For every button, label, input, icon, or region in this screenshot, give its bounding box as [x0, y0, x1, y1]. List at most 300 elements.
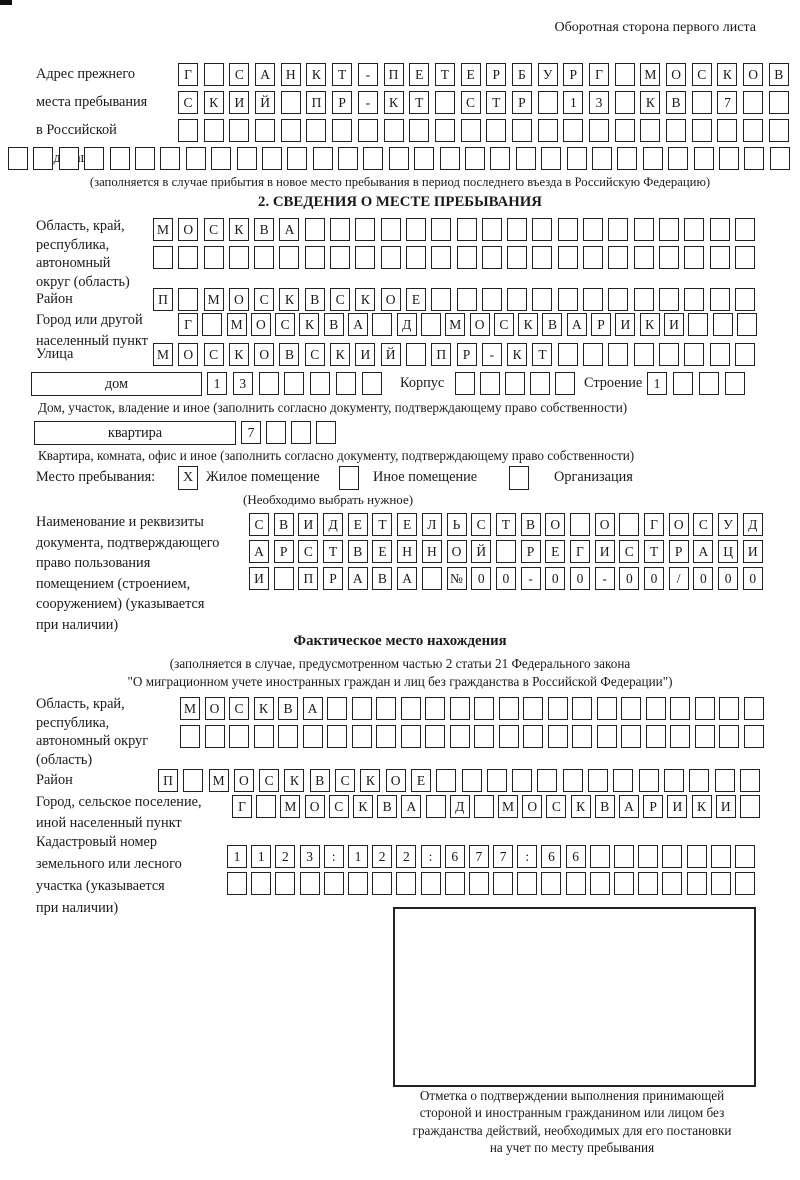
char-cell	[694, 147, 714, 170]
char-cell	[613, 769, 633, 792]
char-cell	[615, 91, 635, 114]
char-cell	[532, 218, 552, 241]
char-cell	[229, 246, 249, 269]
char-cell	[695, 697, 715, 720]
actual-location-intro	[0, 655, 800, 690]
char-cell	[523, 697, 543, 720]
char-cell: П	[298, 567, 318, 590]
char-cell: №	[447, 567, 467, 590]
char-cell: С	[178, 91, 198, 114]
confirmation-stamp-box	[393, 907, 756, 1087]
char-cell: Г	[232, 795, 252, 818]
char-cell: М	[280, 795, 300, 818]
label-line: на учет по месту пребывания	[489, 1140, 655, 1156]
char-cell: С	[619, 540, 639, 563]
char-cell: 0	[570, 567, 590, 590]
doc-row-1	[249, 513, 763, 536]
char-cell	[186, 147, 206, 170]
char-cell	[558, 343, 578, 366]
char-cell: С	[204, 343, 224, 366]
char-cell: И	[595, 540, 615, 563]
char-cell: А	[397, 567, 417, 590]
char-cell: О	[251, 313, 271, 336]
doc-row-3	[249, 567, 763, 590]
oblast-row-1	[153, 218, 755, 241]
char-cell: Т	[332, 63, 352, 86]
stroenie-row	[647, 372, 745, 395]
char-cell: П	[431, 343, 451, 366]
char-cell: Д	[323, 513, 343, 536]
char-cell	[178, 119, 198, 142]
char-cell	[523, 725, 543, 748]
char-cell	[457, 218, 477, 241]
char-cell	[305, 246, 325, 269]
label-line: иной населенный пункт	[36, 814, 182, 831]
char-cell	[662, 872, 682, 895]
checkbox-organizaciya	[509, 466, 529, 490]
label-line: гражданства действий, необходимых для его постановки	[412, 1122, 732, 1138]
char-cell: Т	[496, 513, 516, 536]
char-cell	[376, 725, 396, 748]
char-cell	[421, 313, 441, 336]
char-cell	[348, 872, 368, 895]
char-cell	[275, 872, 295, 895]
street-row	[153, 343, 755, 366]
char-cell	[614, 872, 634, 895]
char-cell	[638, 872, 658, 895]
char-cell	[608, 288, 628, 311]
char-cell	[316, 421, 336, 444]
char-cell	[619, 513, 639, 536]
char-cell	[530, 372, 550, 395]
char-cell: О	[522, 795, 542, 818]
char-cell: -	[482, 343, 502, 366]
char-cell	[710, 288, 730, 311]
char-cell: К	[254, 697, 274, 720]
char-cell: 0	[644, 567, 664, 590]
scan-artifact	[0, 0, 12, 5]
char-cell: Р	[457, 343, 477, 366]
char-cell: Б	[512, 63, 532, 86]
char-cell: Н	[281, 63, 301, 86]
char-cell	[406, 246, 426, 269]
char-cell: Т	[486, 91, 506, 114]
char-cell: К	[229, 343, 249, 366]
char-cell	[744, 697, 764, 720]
char-cell: И	[716, 795, 736, 818]
char-cell	[621, 725, 641, 748]
char-cell: О	[595, 513, 615, 536]
char-cell	[254, 246, 274, 269]
char-cell	[634, 246, 654, 269]
char-cell: 7	[493, 845, 513, 868]
char-cell: 1	[647, 372, 667, 395]
label-line: республика,	[36, 236, 110, 253]
char-cell: А	[255, 63, 275, 86]
char-cell	[563, 119, 583, 142]
label-line: "О миграционном учете иностранных граждан и лиц без гражданства в Российской Федерации")	[127, 673, 673, 689]
page-header-note: Оборотная сторона первого листа	[554, 20, 756, 35]
char-cell: М	[153, 218, 173, 241]
char-cell: О	[470, 313, 490, 336]
char-cell	[662, 845, 682, 868]
char-cell: 0	[496, 567, 516, 590]
char-cell: К	[518, 313, 538, 336]
char-cell	[621, 697, 641, 720]
char-cell: 1	[227, 845, 247, 868]
char-cell	[313, 147, 333, 170]
char-cell: Н	[422, 540, 442, 563]
char-cell	[259, 372, 279, 395]
char-cell	[684, 246, 704, 269]
char-cell	[431, 288, 451, 311]
char-cell: И	[667, 795, 687, 818]
char-cell	[490, 147, 510, 170]
char-cell	[555, 372, 575, 395]
label-line: сооружением) (указывается	[36, 596, 205, 612]
char-cell	[409, 119, 429, 142]
char-cell	[710, 218, 730, 241]
char-cell	[710, 343, 730, 366]
char-cell	[363, 147, 383, 170]
char-cell: К	[507, 343, 527, 366]
char-cell	[336, 372, 356, 395]
char-cell: Т	[323, 540, 343, 563]
char-cell	[445, 872, 465, 895]
place-type-label: Место пребывания:	[36, 469, 156, 485]
char-cell	[211, 147, 231, 170]
prev-address-row-4	[8, 147, 790, 170]
char-cell: 0	[545, 567, 565, 590]
city-label	[36, 310, 148, 351]
char-cell	[327, 697, 347, 720]
char-cell	[435, 91, 455, 114]
char-cell	[615, 63, 635, 86]
char-cell	[537, 769, 557, 792]
char-cell	[638, 845, 658, 868]
char-cell	[406, 343, 426, 366]
char-cell	[597, 725, 617, 748]
char-cell	[589, 119, 609, 142]
char-cell	[719, 725, 739, 748]
char-cell	[541, 147, 561, 170]
doc-row-2	[249, 540, 763, 563]
oblast-label	[36, 217, 130, 291]
char-cell	[303, 725, 323, 748]
char-cell: -	[595, 567, 615, 590]
char-cell	[262, 147, 282, 170]
char-cell	[532, 246, 552, 269]
char-cell	[474, 697, 494, 720]
char-cell	[688, 313, 708, 336]
char-cell: 1	[251, 845, 271, 868]
char-cell	[769, 91, 789, 114]
char-cell	[396, 872, 416, 895]
char-cell	[744, 147, 764, 170]
actual-oblast-row-1	[180, 697, 764, 720]
char-cell	[291, 421, 311, 444]
label-line: Город, сельское поселение,	[36, 794, 202, 810]
char-cell	[617, 147, 637, 170]
char-cell	[406, 218, 426, 241]
char-cell	[639, 769, 659, 792]
char-cell: В	[542, 313, 562, 336]
cadastre-row-1	[227, 845, 755, 868]
char-cell: Н	[397, 540, 417, 563]
char-cell	[735, 872, 755, 895]
char-cell	[717, 119, 737, 142]
char-cell: И	[229, 91, 249, 114]
char-cell: О	[743, 63, 763, 86]
char-cell	[659, 343, 679, 366]
char-cell: К	[299, 313, 319, 336]
char-cell	[183, 769, 203, 792]
char-cell	[532, 288, 552, 311]
char-cell	[202, 313, 222, 336]
char-cell: К	[717, 63, 737, 86]
char-cell	[431, 218, 451, 241]
char-cell: Д	[450, 795, 470, 818]
char-cell	[507, 288, 527, 311]
char-cell: Г	[178, 313, 198, 336]
char-cell: 7	[717, 91, 737, 114]
char-cell	[281, 119, 301, 142]
apartment-label-box: квартира	[34, 421, 236, 445]
char-cell: И	[664, 313, 684, 336]
char-cell: К	[692, 795, 712, 818]
label-line: при наличии)	[36, 616, 119, 633]
char-cell	[153, 246, 173, 269]
char-cell: Р	[563, 63, 583, 86]
char-cell: Р	[512, 91, 532, 114]
char-cell	[457, 246, 477, 269]
char-cell	[634, 343, 654, 366]
char-cell: О	[381, 288, 401, 311]
label-line: стороной и иностранным гражданином или лицом без	[419, 1105, 725, 1121]
char-cell: 7	[469, 845, 489, 868]
char-cell	[440, 147, 460, 170]
char-cell	[300, 872, 320, 895]
char-cell: О	[666, 63, 686, 86]
prev-address-row-3	[178, 119, 789, 142]
char-cell	[274, 567, 294, 590]
label-line: республика,	[36, 714, 110, 731]
char-cell: Р	[669, 540, 689, 563]
label-line: Отметка о подтверждении выполнения принимающей	[419, 1088, 725, 1103]
char-cell	[204, 63, 224, 86]
char-cell: О	[447, 540, 467, 563]
char-cell	[687, 845, 707, 868]
char-cell	[338, 147, 358, 170]
char-cell	[512, 769, 532, 792]
char-cell	[715, 769, 735, 792]
char-cell: 1	[563, 91, 583, 114]
char-cell: 2	[396, 845, 416, 868]
char-cell: :	[517, 845, 537, 868]
char-cell: И	[743, 540, 763, 563]
char-cell: К	[330, 343, 350, 366]
char-cell: Р	[486, 63, 506, 86]
char-cell: К	[306, 63, 326, 86]
char-cell	[436, 769, 456, 792]
char-cell: И	[615, 313, 635, 336]
char-cell	[84, 147, 104, 170]
char-cell: 6	[541, 845, 561, 868]
char-cell	[558, 218, 578, 241]
char-cell	[33, 147, 53, 170]
char-cell: 1	[348, 845, 368, 868]
char-cell	[507, 218, 527, 241]
char-cell: О	[305, 795, 325, 818]
char-cell	[664, 769, 684, 792]
char-cell: Г	[589, 63, 609, 86]
char-cell: 1	[207, 372, 227, 395]
char-cell: А	[348, 567, 368, 590]
char-cell: В	[666, 91, 686, 114]
char-cell: В	[348, 540, 368, 563]
char-cell	[719, 697, 739, 720]
char-cell: Т	[532, 343, 552, 366]
char-cell	[278, 725, 298, 748]
char-cell	[401, 697, 421, 720]
prev-address-row-2	[178, 91, 789, 114]
char-cell	[284, 372, 304, 395]
char-cell	[450, 697, 470, 720]
char-cell	[597, 697, 617, 720]
char-cell	[740, 795, 760, 818]
char-cell: 0	[693, 567, 713, 590]
char-cell: О	[669, 513, 689, 536]
char-cell: М	[180, 697, 200, 720]
char-cell	[615, 119, 635, 142]
char-cell: 3	[589, 91, 609, 114]
char-cell	[281, 91, 301, 114]
char-cell: Е	[409, 63, 429, 86]
char-cell	[421, 872, 441, 895]
char-cell: Й	[255, 91, 275, 114]
char-cell: М	[209, 769, 229, 792]
char-cell	[355, 218, 375, 241]
char-cell: :	[324, 845, 344, 868]
char-cell	[482, 218, 502, 241]
char-cell: М	[498, 795, 518, 818]
char-cell	[699, 372, 719, 395]
char-cell	[583, 288, 603, 311]
char-cell	[330, 246, 350, 269]
option-inoe-label: Иное помещение	[373, 469, 478, 485]
char-cell: 3	[233, 372, 253, 395]
char-cell	[538, 119, 558, 142]
char-cell: С	[546, 795, 566, 818]
char-cell: Е	[545, 540, 565, 563]
house-label-box: дом	[31, 372, 202, 396]
char-cell	[743, 91, 763, 114]
char-cell	[358, 119, 378, 142]
char-cell: К	[229, 218, 249, 241]
char-cell: /	[669, 567, 689, 590]
char-cell: Е	[461, 63, 481, 86]
char-cell: Р	[591, 313, 611, 336]
label-line: Область, край,	[36, 218, 125, 234]
char-cell	[668, 147, 688, 170]
char-cell: С	[275, 313, 295, 336]
char-cell	[713, 313, 733, 336]
raion-label: Район	[36, 291, 73, 307]
char-cell: К	[353, 795, 373, 818]
char-cell	[725, 372, 745, 395]
char-cell	[381, 246, 401, 269]
char-cell	[251, 872, 271, 895]
char-cell: С	[249, 513, 269, 536]
korpus-row	[455, 372, 575, 395]
char-cell: Т	[644, 540, 664, 563]
char-cell: О	[254, 343, 274, 366]
option-zhiloe-label: Жилое помещение	[206, 469, 320, 485]
char-cell	[450, 725, 470, 748]
char-cell: В	[595, 795, 615, 818]
prev-address-row-1	[178, 63, 789, 86]
char-cell	[425, 697, 445, 720]
char-cell	[608, 218, 628, 241]
label-line: (область)	[36, 751, 93, 768]
char-cell	[570, 513, 590, 536]
char-cell: Е	[348, 513, 368, 536]
char-cell: С	[229, 697, 249, 720]
char-cell: М	[445, 313, 465, 336]
char-cell: М	[204, 288, 224, 311]
char-cell	[474, 725, 494, 748]
char-cell: А	[619, 795, 639, 818]
stamp-caption	[383, 1087, 761, 1157]
char-cell: П	[384, 63, 404, 86]
char-cell	[414, 147, 434, 170]
char-cell: К	[355, 288, 375, 311]
char-cell: Д	[743, 513, 763, 536]
label-line: при наличии)	[36, 900, 119, 916]
option-organizaciya-label: Организация	[554, 469, 633, 485]
char-cell	[566, 872, 586, 895]
char-cell	[646, 725, 666, 748]
char-cell	[590, 872, 610, 895]
char-cell	[352, 725, 372, 748]
char-cell	[229, 725, 249, 748]
char-cell: В	[310, 769, 330, 792]
char-cell	[572, 725, 592, 748]
actual-location-title: Фактическое место нахождения	[293, 633, 507, 649]
char-cell	[558, 288, 578, 311]
char-cell	[769, 119, 789, 142]
char-cell: :	[421, 845, 441, 868]
char-cell: Е	[397, 513, 417, 536]
char-cell	[160, 147, 180, 170]
char-cell	[684, 218, 704, 241]
char-cell	[306, 119, 326, 142]
char-cell	[689, 769, 709, 792]
char-cell: 6	[445, 845, 465, 868]
char-cell: С	[259, 769, 279, 792]
char-cell	[507, 246, 527, 269]
char-cell: К	[204, 91, 224, 114]
char-cell: А	[249, 540, 269, 563]
char-cell	[8, 147, 28, 170]
char-cell	[135, 147, 155, 170]
char-cell	[384, 119, 404, 142]
char-cell	[457, 288, 477, 311]
raion-row	[153, 288, 755, 311]
label-line: места пребывания	[36, 94, 148, 110]
char-cell: К	[640, 313, 660, 336]
char-cell: К	[360, 769, 380, 792]
